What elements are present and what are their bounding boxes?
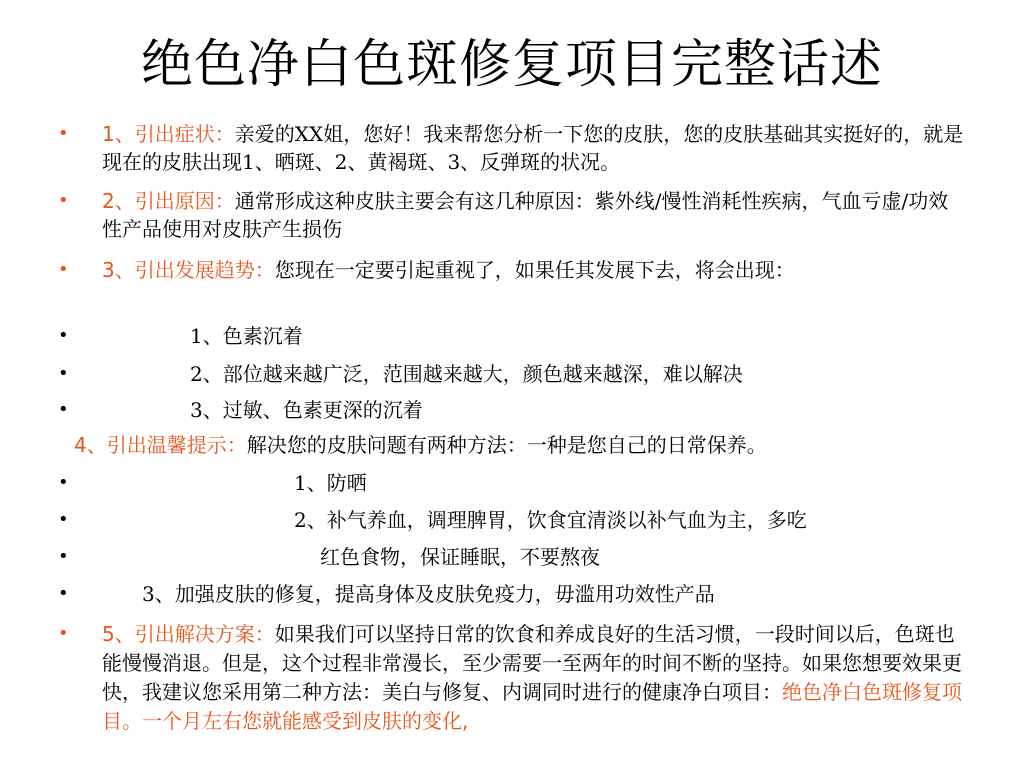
item-text: 亲爱的XX姐，您好！我来帮您分析一下您的皮肤，您的皮肤基础其实挺好的，就是现在的皮肤出现1、晒斑、2、黄褐斑、3、反弹斑的状况。 xyxy=(102,122,964,174)
item-text: 3、加强皮肤的修复，提高身体及皮肤免疫力，毋滥用功效性产品 xyxy=(142,582,715,606)
item-text: 如果我们可以坚持日常的饮食和养成良好的生活习惯，一段时间以后，色斑也能慢慢消退。但是，这个过程非常漫长，至少需要一至两年的时间不断的坚持。如果您想要效果更快，我建议您采用第二种方法：美白与修复、内调同时进行的健康净白项目： xyxy=(102,622,962,704)
bullet-icon: • xyxy=(58,472,69,493)
bullet-icon: • xyxy=(58,623,69,644)
item-label: 3、引出发展趋势： xyxy=(102,258,275,282)
bullet-icon: • xyxy=(58,325,69,346)
bullet-icon: • xyxy=(58,259,69,280)
item-label: 1、引出症状： xyxy=(102,122,235,146)
item-text: 2、部位越来越广泛，范围越来越大，颜色越来越深，难以解决 xyxy=(190,362,743,386)
item-label: 4、引出温馨提示： xyxy=(74,433,247,457)
item-text: 红色食物，保证睡眠，不要熬夜 xyxy=(320,545,600,569)
bullet-icon: • xyxy=(58,583,69,604)
item-highlight: 绝色净白色斑修复项目。一个月左右您就能感受到皮肤的变化, xyxy=(102,680,962,733)
item-text: 1、防晒 xyxy=(294,471,367,495)
item-text: 2、补气养血，调理脾胃，饮食宜清淡以补气血为主，多吃 xyxy=(294,508,807,532)
bullet-icon: • xyxy=(58,363,69,384)
bullet-icon: • xyxy=(58,123,69,144)
item-text: 3、过敏、色素更深的沉着 xyxy=(190,398,423,422)
item-text: 1、色素沉着 xyxy=(190,324,303,348)
item-label: 2、引出原因： xyxy=(102,189,235,213)
item-text: 您现在一定要引起重视了，如果任其发展下去，将会出现： xyxy=(274,258,795,282)
bullet-icon: • xyxy=(58,509,69,530)
item-label: 5、引出解决方案： xyxy=(102,622,275,646)
item-text: 解决您的皮肤问题有两种方法：一种是您自己的日常保养。 xyxy=(246,433,767,457)
bullet-icon: • xyxy=(58,546,69,567)
item-text: 通常形成这种皮肤主要会有这几种原因：紫外线/慢性消耗性疾病，气血亏虚/功效性产品使用对皮肤产生损伤 xyxy=(102,189,949,241)
bullet-icon: • xyxy=(58,399,69,420)
slide-title: 绝色净白色斑修复项目完整话述 xyxy=(140,35,883,95)
bullet-icon: • xyxy=(58,190,69,211)
